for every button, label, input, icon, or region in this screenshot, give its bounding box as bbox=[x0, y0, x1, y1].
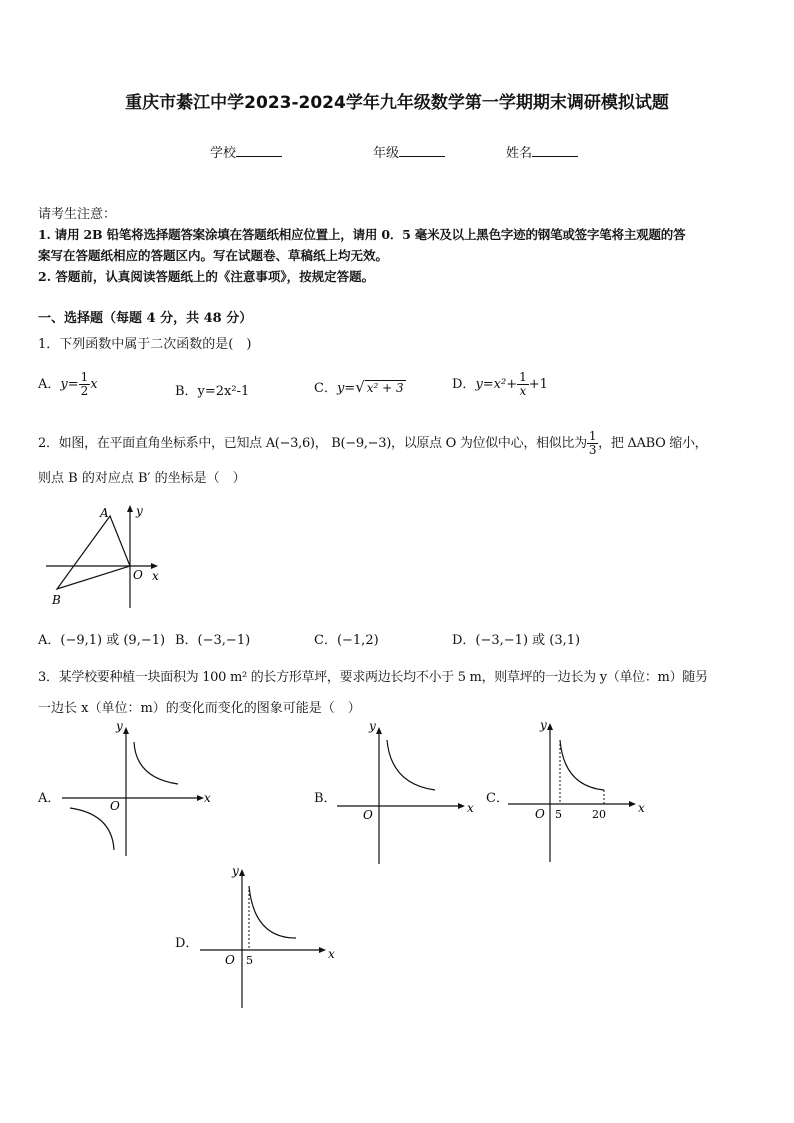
q1-c-label: C． bbox=[314, 381, 337, 396]
q1-d-expr: y=x²+ bbox=[475, 377, 518, 392]
q1-a-expr: y= bbox=[60, 377, 79, 392]
arrow-icon bbox=[629, 801, 636, 807]
q2-stem-a-text: 2．如图，在平面直角坐标系中，已知点 A(−3,6)， B(−9,−3)，以原点 O 为位似中心，相似比为 bbox=[38, 436, 587, 451]
notice-heading: 请考生注意： bbox=[38, 207, 117, 222]
arrow-icon bbox=[239, 869, 245, 876]
q3-graph-a bbox=[60, 718, 220, 858]
graph-b-curve bbox=[387, 740, 435, 790]
graph-c-tick-5: 5 bbox=[555, 808, 562, 821]
graph-a-y-label: y bbox=[116, 719, 123, 733]
q3-choice-d-label[interactable]: D． bbox=[175, 936, 199, 951]
arrow-icon bbox=[458, 803, 465, 809]
q2-label-y: y bbox=[136, 504, 143, 518]
sqrt-icon: √ bbox=[355, 378, 365, 396]
school-field[interactable] bbox=[210, 142, 282, 161]
grade-field[interactable] bbox=[373, 142, 445, 161]
q3-choice-c-label[interactable]: C． bbox=[486, 791, 509, 806]
q2-label-o: O bbox=[133, 568, 143, 582]
school-blank[interactable] bbox=[236, 144, 282, 157]
school-label: 学校 bbox=[210, 146, 237, 161]
q3-graph-d bbox=[198, 860, 348, 1010]
q1-d-label: D． bbox=[452, 377, 476, 392]
q3-choice-b-label[interactable]: B． bbox=[314, 791, 337, 806]
notice-line-2: 2. 答题前，认真阅读答题纸上的《注意事项》，按规定答题。 bbox=[38, 269, 375, 284]
q1-choice-a[interactable] bbox=[38, 371, 98, 398]
graph-d-origin: O bbox=[225, 953, 235, 967]
q1-stem: 1．下列函数中属于二次函数的是( ) bbox=[38, 337, 252, 352]
q1-d-frac bbox=[517, 371, 529, 398]
graph-a-curve-right bbox=[134, 742, 178, 784]
q2-ratio-den: 3 bbox=[588, 443, 597, 457]
arrow-icon bbox=[197, 795, 204, 801]
q2-ratio bbox=[587, 430, 598, 457]
graph-b-origin: O bbox=[363, 808, 373, 822]
q3-stem-b: 一边长 x（单位：m）的变化而变化的图象可能是（ ） bbox=[38, 701, 361, 716]
graph-b-y-label: y bbox=[369, 719, 376, 733]
name-blank[interactable] bbox=[532, 144, 578, 157]
arrow-icon bbox=[319, 947, 326, 953]
q1-d-tail: +1 bbox=[528, 377, 548, 392]
graph-d-tick-5: 5 bbox=[246, 954, 253, 967]
q2-stem-b-text: ，把 ΔABO 缩小， bbox=[598, 436, 708, 451]
q1-a-den: 2 bbox=[80, 384, 89, 398]
q3-stem-a: 3．某学校要种植一块面积为 100 m² 的长方形草坪，要求两边长均不小于 5 m，则草坪的一边长为 y（单位：m）随另 bbox=[38, 670, 708, 685]
q2-label-b: B bbox=[52, 593, 61, 607]
q2-choice-d[interactable]: D．(−3,−1) 或 (3,1) bbox=[452, 633, 581, 648]
graph-a-origin: O bbox=[110, 799, 120, 813]
grade-blank[interactable] bbox=[399, 144, 445, 157]
notice-line-1b: 案写在答题纸相应的答题区内。写在试题卷、草稿纸上均无效。 bbox=[38, 248, 389, 263]
q2-stem-c: 则点 B 的对应点 B′ 的坐标是（ ） bbox=[38, 471, 246, 486]
page-title: 重庆市綦江中学2023-2024学年九年级数学第一学期期末调研模拟试题 bbox=[125, 93, 669, 113]
q1-c-expr: y= bbox=[336, 381, 356, 396]
q2-label-x: x bbox=[152, 569, 159, 583]
q1-choice-b[interactable]: B．y=2x²-1 bbox=[175, 384, 250, 399]
section-heading: 一、选择题（每题 4 分，共 48 分） bbox=[38, 311, 253, 326]
q2-triangle-abo bbox=[57, 516, 130, 589]
graph-c-y-label: y bbox=[540, 718, 547, 732]
q3-graph-b bbox=[335, 718, 485, 866]
q1-c-radicand: x² + 3 bbox=[366, 381, 404, 395]
q3-graph-c bbox=[506, 714, 656, 864]
arrow-icon bbox=[127, 505, 133, 512]
graph-c-origin: O bbox=[535, 807, 545, 821]
q2-choice-c[interactable]: C．(−1,2) bbox=[314, 633, 379, 648]
notice-line-1a: 1. 请用 2B 铅笔将选择题答案涂填在答题纸相应位置上，请用 0．5 毫米及以上黑色字迹的钢笔或签字笔将主观题的答 bbox=[38, 227, 686, 242]
q1-d-num: 1 bbox=[519, 370, 527, 384]
name-label: 姓名 bbox=[506, 146, 533, 161]
q1-d-den: x bbox=[519, 384, 527, 398]
q2-choice-b[interactable]: B．(−3,−1) bbox=[175, 633, 251, 648]
q2-ratio-num: 1 bbox=[588, 429, 597, 443]
arrow-icon bbox=[376, 727, 382, 734]
q1-a-label: A． bbox=[38, 377, 61, 392]
graph-c-x-label: x bbox=[638, 801, 645, 815]
q1-choice-d[interactable] bbox=[452, 371, 548, 398]
graph-d-y-label: y bbox=[232, 864, 239, 878]
arrow-icon bbox=[547, 723, 553, 730]
name-field[interactable] bbox=[506, 142, 578, 161]
graph-a-x-label: x bbox=[204, 791, 211, 805]
q2-choice-a[interactable]: A．(−9,1) 或 (9,−1) bbox=[38, 633, 166, 648]
q1-a-num: 1 bbox=[80, 370, 89, 384]
graph-d-x-label: x bbox=[328, 947, 335, 961]
graph-d-curve bbox=[249, 886, 296, 938]
q2-label-a: A bbox=[100, 506, 109, 520]
graph-c-curve bbox=[560, 740, 604, 790]
graph-b-x-label: x bbox=[467, 801, 474, 815]
q2-stem-a bbox=[38, 430, 707, 457]
graph-a-curve-left bbox=[70, 808, 114, 850]
q1-a-var: x bbox=[90, 377, 98, 392]
q1-choice-c[interactable] bbox=[314, 377, 406, 396]
graph-c-tick-20: 20 bbox=[592, 808, 606, 821]
arrow-icon bbox=[123, 727, 129, 734]
q3-choice-a-label[interactable]: A． bbox=[38, 791, 61, 806]
q1-a-frac bbox=[79, 371, 91, 398]
q2-figure bbox=[40, 500, 170, 615]
grade-label: 年级 bbox=[373, 146, 400, 161]
